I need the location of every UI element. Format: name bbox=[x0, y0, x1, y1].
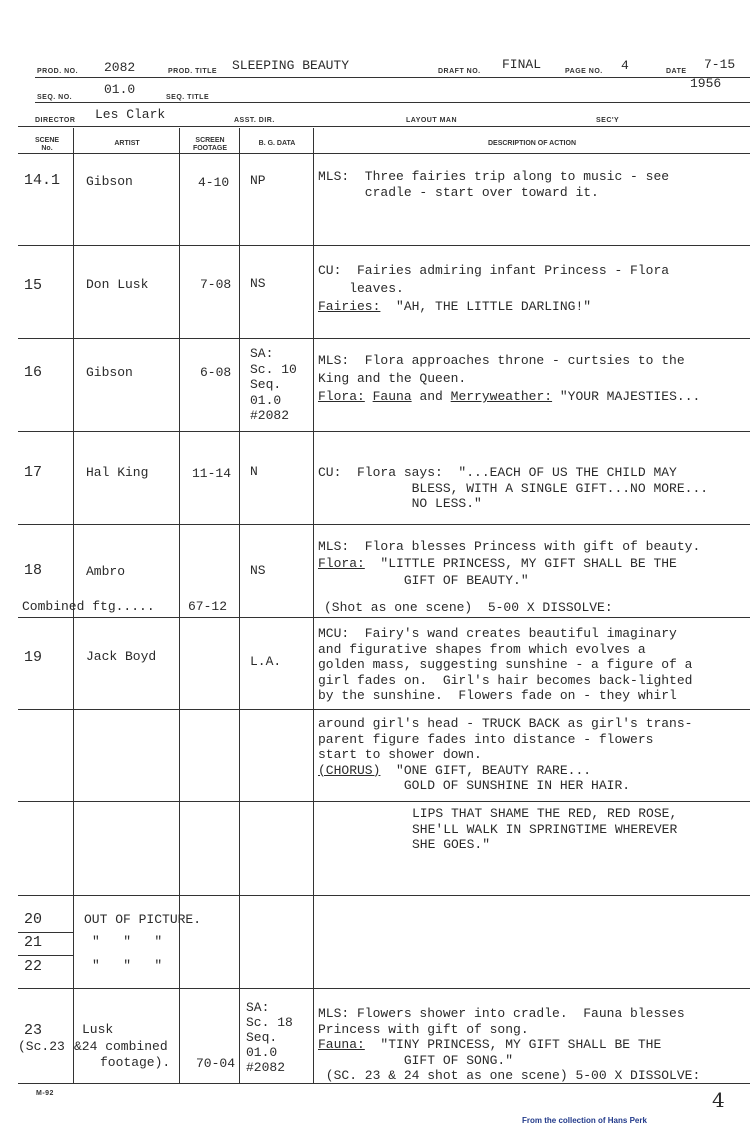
artist-name: Gibson bbox=[86, 365, 133, 380]
ditto-marks: " " " bbox=[92, 958, 163, 973]
handwritten-page-number: 4 bbox=[712, 1088, 725, 1112]
artist-name: Gibson bbox=[86, 174, 133, 189]
scene-number: 14.1 bbox=[24, 172, 61, 189]
desc-line: golden mass, suggesting sunshine - a figure of a bbox=[318, 657, 693, 672]
col-scene-line1: SCENE bbox=[34, 137, 60, 144]
scene-number: 20 bbox=[24, 911, 43, 928]
bg-data: NP bbox=[250, 173, 266, 188]
desc-line: Princess with gift of song. bbox=[318, 1021, 529, 1037]
scene-number: 18 bbox=[24, 562, 43, 579]
bg-data: SA: Sc. 10 Seq. 01.0 #2082 bbox=[250, 346, 297, 423]
artist-note: &24 combined bbox=[74, 1039, 168, 1054]
desc-line: GOLD OF SUNSHINE IN HER HAIR. bbox=[318, 778, 631, 793]
speaker-chorus: (CHORUS) bbox=[318, 762, 381, 778]
desc-line: MCU: Fairy's wand creates beautiful imaginary bbox=[318, 626, 677, 641]
draft-no-label: DRAFT NO. bbox=[438, 68, 481, 75]
grid-h-out-2 bbox=[18, 955, 73, 956]
description bbox=[318, 352, 750, 406]
combined-note: (Shot as one scene) 5-00 X DISSOLVE: bbox=[324, 600, 613, 615]
artist-name: Don Lusk bbox=[86, 277, 149, 292]
director-value: Les Clark bbox=[95, 107, 166, 122]
grid-h-2 bbox=[18, 338, 750, 339]
desc-line: GIFT OF SONG." bbox=[318, 1052, 514, 1068]
speaker: Flora: bbox=[318, 389, 365, 404]
desc-line: MLS: Three fairies trip along to music - see bbox=[318, 169, 670, 184]
scene-number: 19 bbox=[24, 649, 43, 666]
asst-dir-label: ASST. DIR. bbox=[234, 117, 275, 124]
form-number: M-92 bbox=[36, 1090, 54, 1097]
desc-line: NO LESS." bbox=[318, 496, 482, 511]
grid-v-3 bbox=[239, 128, 240, 1084]
col-bg-header: B. G. DATA bbox=[258, 140, 296, 147]
scene-number: 21 bbox=[24, 934, 43, 951]
description bbox=[318, 1006, 750, 1084]
description bbox=[318, 169, 750, 200]
grid-v-4 bbox=[313, 128, 314, 1084]
desc-line: SHE'LL WALK IN SPRINGTIME WHEREVER bbox=[412, 821, 678, 837]
ditto-marks: " " " bbox=[92, 934, 163, 949]
bg-data: SA: Sc. 18 Seq. 01.0 #2082 bbox=[246, 1000, 293, 1075]
date-value: 7-15 bbox=[704, 57, 736, 72]
speaker: Merryweather: bbox=[450, 389, 553, 404]
col-scene-header bbox=[20, 137, 74, 153]
scene-number-note: (Sc.23 bbox=[18, 1039, 65, 1054]
prod-title-value: SLEEPING BEAUTY bbox=[232, 58, 350, 73]
bg-data: NS bbox=[250, 276, 266, 291]
dialogue: "LITTLE PRINCESS, MY GIFT SHALL BE THE bbox=[364, 556, 677, 571]
description bbox=[412, 806, 742, 853]
desc-line: MLS: Flowers shower into cradle. Fauna blesses bbox=[318, 1006, 685, 1021]
desc-line: CU: Flora says: "...EACH OF US THE CHILD MAY bbox=[318, 465, 677, 480]
collection-credit: From the collection of Hans Perk bbox=[522, 1116, 647, 1125]
grid-h-1 bbox=[18, 245, 750, 246]
draft-no-value: FINAL bbox=[502, 57, 542, 72]
screen-footage: 11-14 bbox=[192, 466, 232, 481]
speaker-flora: Flora: bbox=[318, 556, 365, 571]
desc-line: and figurative shapes from which evolves a bbox=[318, 641, 646, 657]
seq-title-label: SEQ. TITLE bbox=[166, 94, 210, 101]
seq-no-label: SEQ. NO. bbox=[37, 94, 73, 101]
connector: and bbox=[411, 389, 451, 404]
artist-name: Jack Boyd bbox=[86, 649, 157, 664]
scene-number: 15 bbox=[24, 277, 43, 294]
artist-name: Hal King bbox=[86, 465, 149, 480]
page-no-value: 4 bbox=[621, 58, 629, 73]
grid-v-2 bbox=[179, 128, 180, 1084]
artist-name: Lusk bbox=[82, 1022, 114, 1037]
screen-footage: 6-08 bbox=[200, 365, 232, 380]
grid-h-9 bbox=[18, 988, 750, 989]
prod-no-value: 2082 bbox=[104, 60, 136, 75]
header-rule-1 bbox=[35, 77, 750, 78]
header-rule-2 bbox=[35, 102, 750, 103]
desc-line: leaves. bbox=[318, 281, 404, 296]
dialogue: "AH, THE LITTLE DARLING!" bbox=[380, 299, 592, 314]
grid-h-4 bbox=[18, 524, 750, 525]
dialogue: "TINY PRINCESS, MY GIFT SHALL BE THE bbox=[364, 1037, 662, 1052]
desc-line: cradle - start over toward it. bbox=[318, 184, 599, 200]
scene-number: 16 bbox=[24, 364, 43, 381]
desc-line: GIFT OF BEAUTY." bbox=[318, 573, 529, 588]
description bbox=[318, 262, 750, 316]
grid-h-8 bbox=[18, 895, 750, 896]
screen-footage: 70-04 bbox=[196, 1056, 236, 1071]
scene-number: 23 bbox=[24, 1022, 43, 1039]
desc-line: BLESS, WITH A SINGLE GIFT...NO MORE... bbox=[318, 480, 709, 496]
prod-no-label: PROD. NO. bbox=[37, 68, 79, 75]
combined-footage: 67-12 bbox=[188, 599, 228, 614]
col-footage-line1: SCREEN bbox=[195, 137, 225, 144]
desc-line: (SC. 23 & 24 shot as one scene) 5-00 X DISSOLVE: bbox=[318, 1068, 701, 1083]
col-artist-header: ARTIST bbox=[114, 140, 140, 147]
director-label: DIRECTOR bbox=[35, 117, 76, 124]
grid-h-3 bbox=[18, 431, 750, 432]
col-footage-line2: FOOTAGE bbox=[192, 145, 228, 152]
desc-line: by the sunshine. Flowers fade on - they whirl bbox=[318, 688, 677, 703]
artist-name: Ambro bbox=[86, 564, 126, 579]
bg-data: N bbox=[250, 464, 258, 479]
description bbox=[318, 626, 750, 704]
scene-number: 22 bbox=[24, 958, 43, 975]
page-no-label: PAGE NO. bbox=[565, 68, 603, 75]
secy-label: SEC'Y bbox=[596, 117, 620, 124]
screen-footage: 7-08 bbox=[200, 277, 232, 292]
desc-line: MLS: Flora approaches throne - curtsies to the bbox=[318, 353, 685, 368]
bg-data: NS bbox=[250, 563, 266, 578]
desc-line: SHE GOES." bbox=[412, 837, 491, 852]
bg-data: L.A. bbox=[250, 654, 282, 669]
combined-footage-label: Combined ftg..... bbox=[22, 599, 155, 614]
screen-footage: 4-10 bbox=[198, 175, 230, 190]
description bbox=[318, 716, 750, 794]
prod-title-label: PROD. TITLE bbox=[168, 68, 218, 75]
desc-line: LIPS THAT SHAME THE RED, RED ROSE, bbox=[412, 806, 678, 821]
description bbox=[318, 538, 750, 589]
desc-line: King and the Queen. bbox=[318, 371, 467, 386]
col-scene-line2: No. bbox=[41, 145, 53, 152]
grid-h-6 bbox=[18, 709, 750, 710]
description bbox=[318, 465, 750, 512]
grid-h-7 bbox=[18, 801, 750, 802]
desc-line: CU: Fairies admiring infant Princess - Flora bbox=[318, 263, 670, 278]
speaker-fairies: Fairies: bbox=[318, 299, 381, 314]
header-rule-4 bbox=[18, 153, 750, 154]
col-footage-header bbox=[180, 137, 240, 153]
header-rule-3 bbox=[18, 126, 750, 127]
dialogue: "ONE GIFT, BEAUTY RARE... bbox=[380, 762, 592, 778]
desc-line: around girl's head - TRUCK BACK as girl's trans- bbox=[318, 716, 693, 731]
desc-line: MLS: Flora blesses Princess with gift of beauty. bbox=[318, 539, 701, 554]
desc-line: start to shower down. bbox=[318, 747, 482, 762]
year-value: 1956 bbox=[690, 76, 722, 91]
desc-line: parent figure fades into distance - flowers bbox=[318, 731, 654, 747]
scene-number: 17 bbox=[24, 464, 43, 481]
speaker-fauna: Fauna: bbox=[318, 1037, 365, 1052]
grid-h-out-1 bbox=[18, 932, 73, 933]
grid-h-5 bbox=[18, 617, 750, 618]
desc-line: girl fades on. Girl's hair becomes back-lighted bbox=[318, 672, 693, 688]
date-label: DATE bbox=[666, 68, 687, 75]
col-desc-header: DESCRIPTION OF ACTION bbox=[487, 140, 577, 147]
dialogue: "YOUR MAJESTIES... bbox=[552, 389, 701, 404]
speaker: Fauna bbox=[372, 389, 412, 404]
layout-man-label: LAYOUT MAN bbox=[406, 117, 458, 124]
artist-note: footage). bbox=[100, 1055, 171, 1070]
out-of-picture-label: OUT OF PICTURE. bbox=[84, 912, 202, 927]
seq-no-value: 01.0 bbox=[104, 82, 136, 97]
spacer bbox=[365, 389, 373, 404]
